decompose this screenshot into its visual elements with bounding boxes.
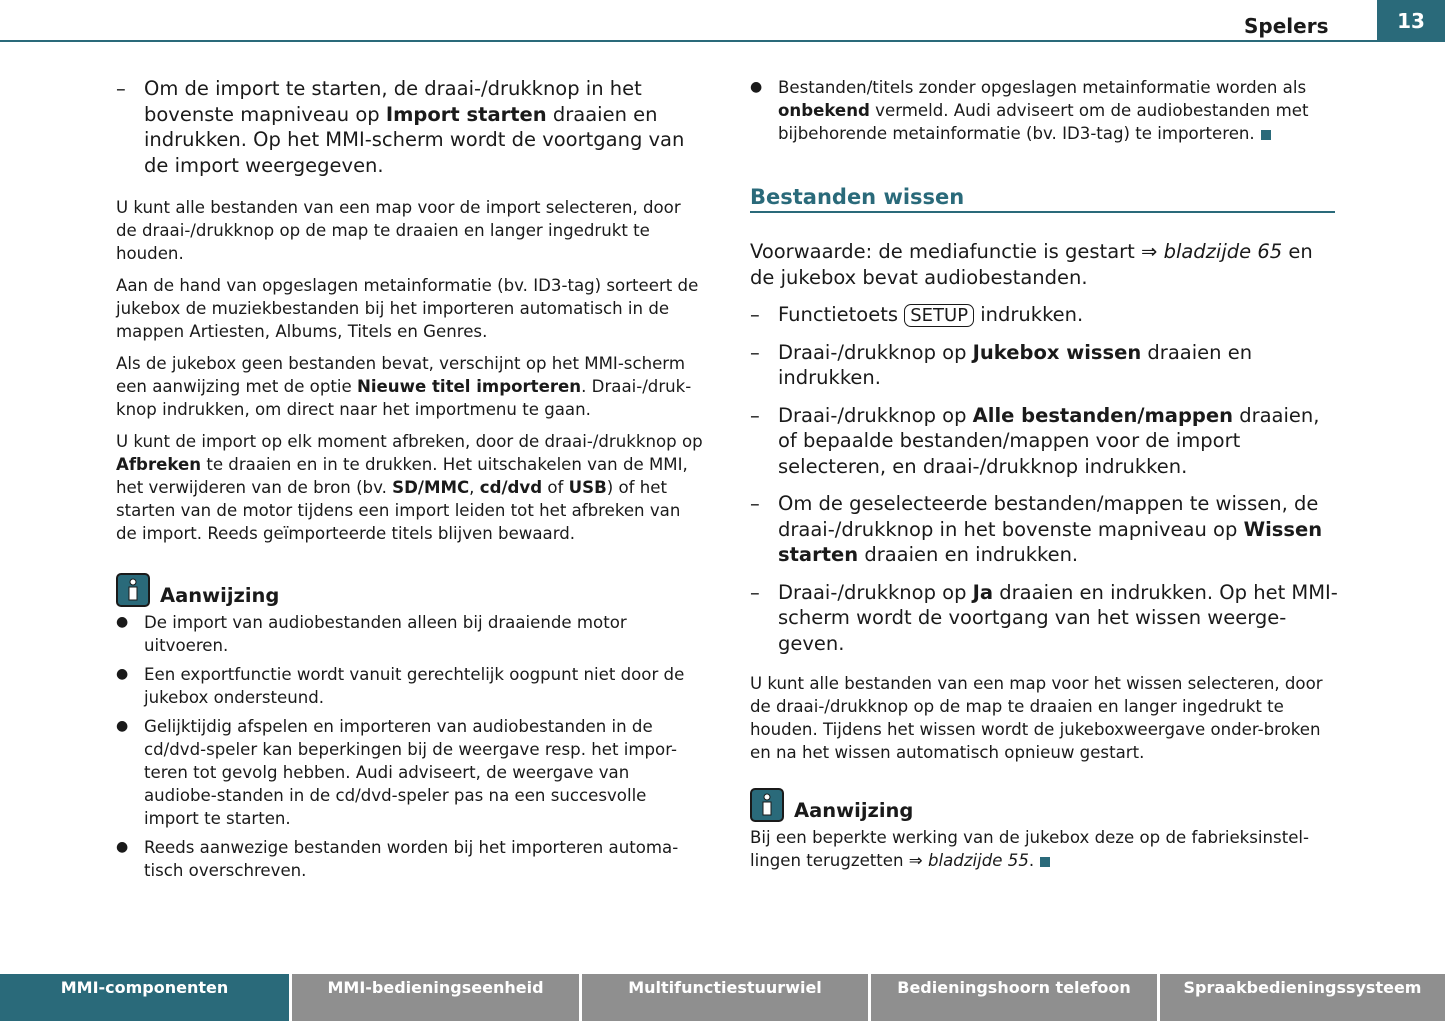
tab-mmi-bedieningseenheid[interactable]: MMI-bedieningseenheid bbox=[289, 974, 579, 1021]
step-setup: – Functietoets SETUP indrukken. bbox=[750, 303, 1084, 326]
paragraph: U kunt de import op elk moment afbreken, door de draai-/drukknop op Afbreken te draaien en in te drukken. Het uitschakelen van de MMI, het verwijderen van de bron (bv. SD/MMC, cd/dvd of USB) of het starten van de motor tijdens een import leiden tot het afbreken van de import. Reeds geïmporteerde titels blijven bewaard. bbox=[116, 432, 703, 543]
step-jukebox-wissen: – Draai-/drukknop op Jukebox wissen draaien en indrukken. bbox=[750, 340, 1253, 389]
list-item: ● Gelijktijdig afspelen en importeren van audiobestanden in de cd/dvd-speler kan beperkingen bij de weergave resp. het impor-teren tot gevolg hebben. Audi adviseert, de weergave van audiobe-standen in de cd/dvd-speler pas na een succesvolle import te starten. bbox=[116, 717, 677, 828]
paragraph: Als de jukebox geen bestanden bevat, verschijnt op het MMI-scherm een aanwijzing met de optie Nieuwe titel importeren. Draai-/druk-knop indrukken, om direct naar het importmenu te gaan. bbox=[116, 354, 692, 419]
section-title: Bestanden wissen bbox=[750, 185, 1335, 213]
dash-marker: – bbox=[750, 403, 760, 427]
dash-marker: – bbox=[750, 340, 760, 364]
end-mark-icon bbox=[1261, 130, 1271, 140]
step-wissen-starten: – Om de geselecteerde bestanden/mappen te wissen, de draai-/drukknop in het bovenste mapniveau op Wissen starten draaien en indrukken. bbox=[750, 492, 1323, 566]
bullet-icon: ● bbox=[116, 666, 129, 682]
bullet-icon: ● bbox=[116, 839, 129, 855]
dash-marker: – bbox=[750, 303, 760, 326]
arrow-icon: ⇒ bbox=[908, 851, 923, 870]
paragraph: U kunt alle bestanden van een map voor de import selecteren, door de draai-/drukknop op de map te draaien en langer ingedrukt te houden. bbox=[116, 198, 681, 263]
page-title: Spelers bbox=[1244, 14, 1329, 38]
info-icon bbox=[750, 788, 784, 822]
page-reference[interactable]: bladzijde 55 bbox=[927, 851, 1029, 870]
bullet-icon: ● bbox=[116, 614, 129, 630]
prerequisite: Voorwaarde: de mediafunctie is gestart ⇒ bladzijde 65 en de jukebox bevat audiobestanden. bbox=[750, 240, 1313, 289]
header-rule bbox=[0, 40, 1377, 42]
info-icon bbox=[116, 573, 150, 607]
step-import-start: – Om de import te starten, de draai-/drukknop in het bovenste mapniveau op Import starten draaien en indrukken. Op het MMI-scherm wordt de voortgang van de import weergegeven. bbox=[116, 77, 685, 177]
note-title: Aanwijzing bbox=[794, 799, 914, 822]
note-title: Aanwijzing bbox=[160, 584, 280, 607]
list-item: ● Bestanden/titels zonder opgeslagen metainformatie worden als onbekend vermeld. Audi adviseert om de audiobestanden met bijbehorende metainformatie (bv. ID3-tag) te importeren. bbox=[750, 78, 1309, 143]
paragraph: Aan de hand van opgeslagen metainformatie (bv. ID3-tag) sorteert de jukebox de muziekbestanden bij het importeren automatisch in de mappen Artiesten, Albums, Titels en Genres. bbox=[116, 276, 699, 341]
tab-mmi-componenten[interactable]: MMI-componenten bbox=[0, 974, 289, 1021]
end-mark-icon bbox=[1040, 857, 1050, 867]
bullet-icon: ● bbox=[750, 79, 763, 95]
step-select-files: – Draai-/drukknop op Alle bestanden/mappen draaien, of bepaalde bestanden/mappen voor de import selecteren, en draai-/drukknop indrukken. bbox=[750, 403, 1320, 478]
page-reference[interactable]: bladzijde 65 bbox=[1163, 240, 1283, 263]
tab-multifunctiestuurwiel[interactable]: Multifunctiestuurwiel bbox=[579, 974, 868, 1021]
tab-bedieningshoorn-telefoon[interactable]: Bedieningshoorn telefoon bbox=[868, 974, 1157, 1021]
footer-tabs bbox=[0, 974, 1445, 1021]
step-confirm-ja: – Draai-/drukknop op Ja draaien en indrukken. Op het MMI-scherm wordt de voortgang van het wissen weerge-geven. bbox=[750, 580, 1338, 655]
dash-marker: – bbox=[750, 492, 760, 515]
setup-key: SETUP bbox=[904, 304, 974, 327]
dash-marker: – bbox=[116, 77, 126, 100]
note-text: Bij een beperkte werking van de jukebox deze op de fabrieksinstel-lingen terugzetten ⇒ bladzijde 55. bbox=[750, 828, 1310, 870]
page-number: 13 bbox=[1377, 0, 1445, 42]
tab-spraakbedieningssysteem[interactable]: Spraakbedieningssysteem bbox=[1157, 974, 1445, 1021]
left-column bbox=[116, 76, 706, 888]
right-column bbox=[750, 76, 1340, 881]
arrow-icon: ⇒ bbox=[1141, 240, 1158, 263]
list-item: ● De import van audiobestanden alleen bij draaiende motor uitvoeren. bbox=[116, 613, 627, 655]
note-header bbox=[116, 573, 706, 607]
list-item: ● Reeds aanwezige bestanden worden bij het importeren automa-tisch overschreven. bbox=[116, 838, 679, 880]
paragraph: U kunt alle bestanden van een map voor het wissen selecteren, door de draai-/drukknop op de map te draaien en langer ingedrukt te houden. Tijdens het wissen wordt de jukeboxweergave onder-broken en na het wissen automatisch opnieuw gestart. bbox=[750, 674, 1323, 762]
bullet-icon: ● bbox=[116, 718, 129, 734]
dash-marker: – bbox=[750, 580, 760, 604]
list-item: ● Een exportfunctie wordt vanuit gerechtelijk oogpunt niet door de jukebox ondersteund. bbox=[116, 665, 685, 707]
note-header bbox=[750, 788, 1340, 822]
